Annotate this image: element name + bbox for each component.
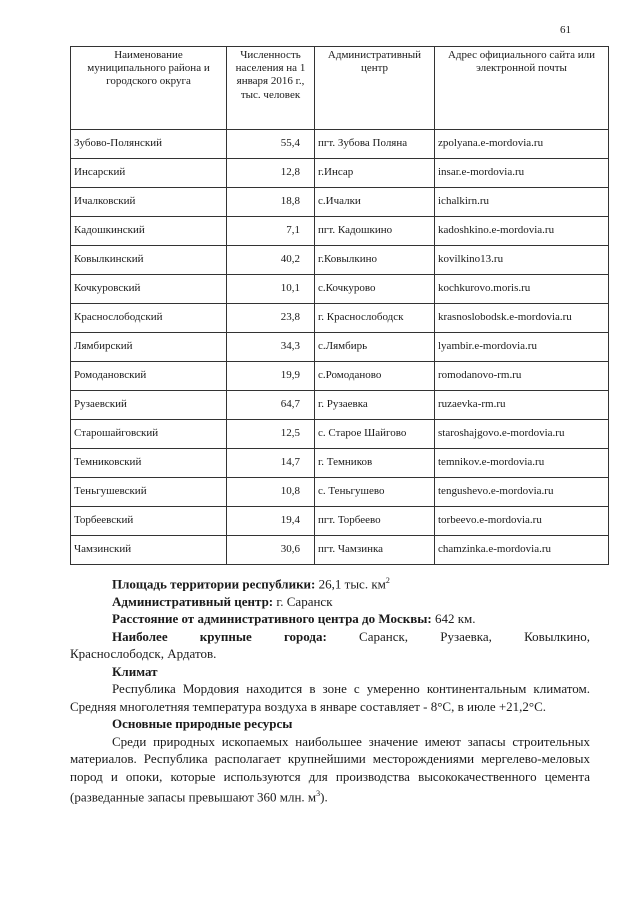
table-row xyxy=(71,188,609,217)
population-cell: 55,4 xyxy=(227,130,315,159)
resources-text: Среди природных ископаемых наибольшее значение имеют запасы строительных материалов. Республика располагает крупнейшими месторождениями мергелево-меловых пород и опоки, которые используются для производства высококачественного цемента (разведанные запасы превышают 360 млн. м xyxy=(70,733,590,805)
population-cell: 10,1 xyxy=(227,275,315,304)
table-row xyxy=(71,478,609,507)
page-number: 61 xyxy=(560,24,571,36)
population-cell: 7,1 xyxy=(227,217,315,246)
district-cell: Чамзинский xyxy=(71,536,227,565)
header-district: Наименование муниципального района и городского округа xyxy=(71,47,227,130)
website-cell: kadoshkino.e-mordovia.ru xyxy=(435,217,609,246)
climate-heading xyxy=(70,663,590,681)
district-cell: Ичалковский xyxy=(71,188,227,217)
district-cell: Темниковский xyxy=(71,449,227,478)
website-cell: insar.e-mordovia.ru xyxy=(435,159,609,188)
population-cell: 18,8 xyxy=(227,188,315,217)
resources-paragraph xyxy=(70,733,590,806)
table-row xyxy=(71,304,609,333)
admin-center-cell: пгт. Кадошкино xyxy=(315,217,435,246)
cities-line-2: Краснослободск, Ардатов. xyxy=(70,646,217,662)
table-row xyxy=(71,449,609,478)
website-cell: romodanovo-rm.ru xyxy=(435,362,609,391)
district-cell: Ромодановский xyxy=(71,362,227,391)
population-cell: 10,8 xyxy=(227,478,315,507)
district-cell: Рузаевский xyxy=(71,391,227,420)
population-cell: 14,7 xyxy=(227,449,315,478)
population-cell: 64,7 xyxy=(227,391,315,420)
admin-center-cell: пгт. Торбеево xyxy=(315,507,435,536)
admin-center-cell: г. Рузаевка xyxy=(315,391,435,420)
population-cell: 34,3 xyxy=(227,333,315,362)
resources-heading-text: Основные природные ресурсы xyxy=(112,716,293,732)
admin-center-cell: с.Лямбирь xyxy=(315,333,435,362)
admin-center-cell: г. Темников xyxy=(315,449,435,478)
district-cell: Торбеевский xyxy=(71,507,227,536)
climate-heading-text: Климат xyxy=(112,663,158,679)
body-text xyxy=(70,572,590,806)
header-website: Адрес официального сайта или электронной почты xyxy=(435,47,609,130)
website-cell: temnikov.e-mordovia.ru xyxy=(435,449,609,478)
population-cell: 40,2 xyxy=(227,246,315,275)
resources-sup: 3 xyxy=(316,789,321,799)
table-row xyxy=(71,420,609,449)
area-line xyxy=(70,572,590,593)
table-row xyxy=(71,333,609,362)
website-cell: tengushevo.e-mordovia.ru xyxy=(435,478,609,507)
distance-value: 642 км. xyxy=(434,611,476,627)
website-cell: chamzinka.e-mordovia.ru xyxy=(435,536,609,565)
website-cell: ruzaevka-rm.ru xyxy=(435,391,609,420)
website-cell: lyambir.e-mordovia.ru xyxy=(435,333,609,362)
district-cell: Лямбирский xyxy=(71,333,227,362)
admin-center-cell: с. Теньгушево xyxy=(315,478,435,507)
population-cell: 12,5 xyxy=(227,420,315,449)
cities-line xyxy=(70,628,590,646)
area-sup: 2 xyxy=(385,576,390,585)
admin-center-cell: с.Кочкурово xyxy=(315,275,435,304)
distance-line xyxy=(70,610,590,628)
website-cell: zpolyana.e-mordovia.ru xyxy=(435,130,609,159)
header-admin-center: Административный центр xyxy=(315,47,435,130)
admin-center-cell: с.Ичалки xyxy=(315,188,435,217)
district-cell: Теньгушевский xyxy=(71,478,227,507)
population-cell: 23,8 xyxy=(227,304,315,333)
website-cell: torbeevo.e-mordovia.ru xyxy=(435,507,609,536)
center-label: Административный центр: xyxy=(112,593,274,609)
distance-label: Расстояние от административного центра до Москвы: xyxy=(112,611,432,627)
header-population: Численность населения на 1 января 2016 г., тыс. человек xyxy=(227,47,315,130)
table-row xyxy=(71,275,609,304)
table-row xyxy=(71,246,609,275)
climate-paragraph: Республика Мордовия находится в зоне с умеренно континентальным климатом. Средняя многолетняя температура воздуха в январе составляет - 8°С, в июле +21,2°С. xyxy=(70,681,590,714)
table-row xyxy=(71,391,609,420)
district-cell: Краснослободский xyxy=(71,304,227,333)
population-cell: 19,4 xyxy=(227,507,315,536)
website-cell: kochkurovo.moris.ru xyxy=(435,275,609,304)
population-cell: 12,8 xyxy=(227,159,315,188)
district-cell: Кочкуровский xyxy=(71,275,227,304)
district-cell: Зубово-Полянский xyxy=(71,130,227,159)
table-row xyxy=(71,362,609,391)
table-row xyxy=(71,536,609,565)
table-row xyxy=(71,217,609,246)
admin-center-cell: с. Старое Шайгово xyxy=(315,420,435,449)
website-cell: kovilkino13.ru xyxy=(435,246,609,275)
district-cell: Инсарский xyxy=(71,159,227,188)
cities-value: Саранск, Рузаевка, Ковылкино, xyxy=(359,628,590,644)
cities-label: Наиболее крупные города: xyxy=(112,628,327,644)
website-cell: krasnoslobodsk.e-mordovia.ru xyxy=(435,304,609,333)
population-cell: 30,6 xyxy=(227,536,315,565)
area-label: Площадь территории республики: xyxy=(112,576,316,592)
table-row xyxy=(71,130,609,159)
website-cell: staroshajgovo.e-mordovia.ru xyxy=(435,420,609,449)
table-row xyxy=(71,507,609,536)
center-value: г. Саранск xyxy=(276,593,333,609)
admin-center-cell: пгт. Зубова Поляна xyxy=(315,130,435,159)
area-value: 26,1 тыс. км xyxy=(318,576,386,592)
resources-heading xyxy=(70,715,590,733)
population-cell: 19,9 xyxy=(227,362,315,391)
admin-center-cell: г.Инсар xyxy=(315,159,435,188)
admin-center-cell: г.Ковылкино xyxy=(315,246,435,275)
admin-center-cell: с.Ромоданово xyxy=(315,362,435,391)
resources-text-end: ). xyxy=(320,789,328,805)
district-cell: Старошайговский xyxy=(71,420,227,449)
center-line xyxy=(70,593,590,611)
table-row xyxy=(71,159,609,188)
district-cell: Ковылкинский xyxy=(71,246,227,275)
website-cell: ichalkirn.ru xyxy=(435,188,609,217)
table-header-row xyxy=(71,47,609,130)
district-cell: Кадошкинский xyxy=(71,217,227,246)
admin-center-cell: пгт. Чамзинка xyxy=(315,536,435,565)
admin-center-cell: г. Краснослободск xyxy=(315,304,435,333)
municipalities-table xyxy=(70,46,609,565)
